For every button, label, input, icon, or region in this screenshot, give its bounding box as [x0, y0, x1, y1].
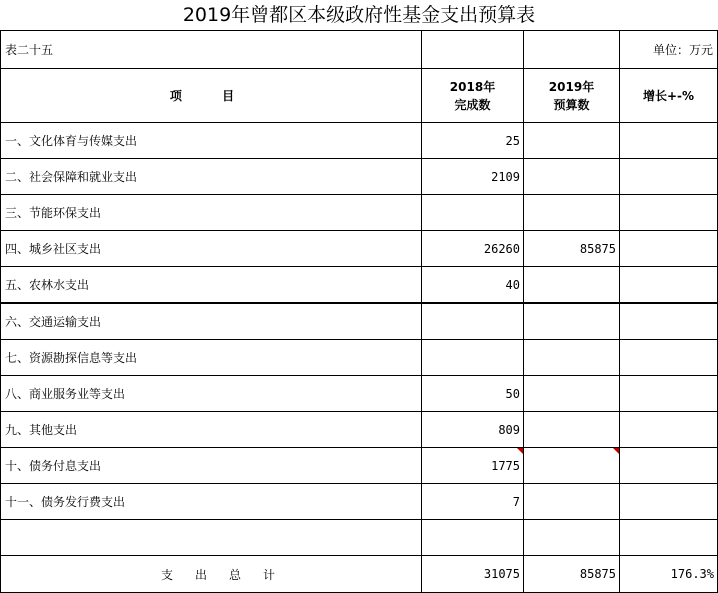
value-2019[interactable]: [524, 159, 620, 195]
table-row: [1, 303, 718, 340]
value-2019[interactable]: [524, 195, 620, 231]
table-row: [1, 484, 718, 520]
header-2018[interactable]: [422, 69, 524, 123]
header-2019-year: 2019年: [548, 79, 595, 94]
table-row: [1, 195, 718, 231]
value-2018[interactable]: [422, 195, 524, 231]
value-growth[interactable]: [620, 340, 718, 376]
value-2018[interactable]: [422, 448, 524, 484]
table-row: [1, 376, 718, 412]
table-number[interactable]: 表二十五: [1, 31, 422, 69]
total-row: [1, 556, 718, 593]
row-label[interactable]: 八、商业服务业等支出: [1, 376, 422, 412]
meta-cell[interactable]: [524, 31, 620, 69]
budget-table: [0, 30, 718, 593]
value-growth[interactable]: [620, 231, 718, 267]
row-label[interactable]: 十一、债务发行费支出: [1, 484, 422, 520]
row-label[interactable]: 三、节能环保支出: [1, 195, 422, 231]
comment-marker-icon[interactable]: [517, 448, 523, 454]
header-2019-desc: 预算数: [553, 97, 590, 112]
value-2018[interactable]: 809: [422, 412, 524, 448]
total-growth[interactable]: 176.3%: [620, 556, 718, 593]
value-2018[interactable]: 40: [422, 267, 524, 304]
value-2019[interactable]: [524, 448, 620, 484]
table-row: [1, 267, 718, 304]
value-2018[interactable]: [422, 340, 524, 376]
row-label[interactable]: 十、债务付息支出: [1, 448, 422, 484]
total-label[interactable]: 支出总计: [1, 556, 422, 593]
value-growth[interactable]: [620, 159, 718, 195]
value-2018[interactable]: 50: [422, 376, 524, 412]
table-row: [1, 448, 718, 484]
row-label[interactable]: 六、交通运输支出: [1, 303, 422, 340]
comment-marker-icon[interactable]: [613, 448, 619, 454]
table-title: 2019年曾都区本级政府性基金支出预算表: [182, 4, 536, 26]
table-row: [1, 159, 718, 195]
value-2019[interactable]: 85875: [524, 231, 620, 267]
header-item[interactable]: 项 目: [1, 69, 422, 123]
value-2019[interactable]: [524, 520, 620, 556]
value-growth[interactable]: [620, 412, 718, 448]
row-label[interactable]: 五、农林水支出: [1, 267, 422, 304]
total-2019[interactable]: 85875: [524, 556, 620, 593]
meta-cell[interactable]: [422, 31, 524, 69]
value-2019[interactable]: [524, 376, 620, 412]
header-2019[interactable]: [524, 69, 620, 123]
value-growth[interactable]: [620, 448, 718, 484]
header-row: [1, 69, 718, 123]
table-row: [1, 123, 718, 159]
value-growth[interactable]: [620, 520, 718, 556]
table-row: [1, 520, 718, 556]
meta-row: [1, 31, 718, 69]
row-label[interactable]: 一、文化体育与传媒支出: [1, 123, 422, 159]
value-growth[interactable]: [620, 376, 718, 412]
row-label[interactable]: 九、其他支出: [1, 412, 422, 448]
table-row: [1, 340, 718, 376]
value-2019[interactable]: [524, 267, 620, 304]
value-growth[interactable]: [620, 123, 718, 159]
value-2019[interactable]: [524, 123, 620, 159]
value-2018[interactable]: 26260: [422, 231, 524, 267]
header-2018-year: 2018年: [449, 79, 496, 94]
row-label[interactable]: 四、城乡社区支出: [1, 231, 422, 267]
value-2019[interactable]: [524, 340, 620, 376]
value-2019[interactable]: [524, 303, 620, 340]
value-growth[interactable]: [620, 303, 718, 340]
value-2018[interactable]: 7: [422, 484, 524, 520]
value-growth[interactable]: [620, 484, 718, 520]
header-growth[interactable]: 增长+-%: [620, 69, 718, 123]
value-2019[interactable]: [524, 484, 620, 520]
unit-label[interactable]: 单位：万元: [620, 31, 718, 69]
value-2019[interactable]: [524, 412, 620, 448]
value-growth[interactable]: [620, 195, 718, 231]
value-2018[interactable]: 2109: [422, 159, 524, 195]
value-2018[interactable]: [422, 303, 524, 340]
row-label[interactable]: 七、资源勘探信息等支出: [1, 340, 422, 376]
value-2018[interactable]: 25: [422, 123, 524, 159]
total-2018[interactable]: 31075: [422, 556, 524, 593]
value-growth[interactable]: [620, 267, 718, 304]
table-row: [1, 231, 718, 267]
header-2018-desc: 完成数: [454, 97, 491, 112]
value-2018[interactable]: [422, 520, 524, 556]
row-label[interactable]: 二、社会保障和就业支出: [1, 159, 422, 195]
row-label[interactable]: [1, 520, 422, 556]
value-2018-text: 1775: [491, 458, 520, 473]
table-row: [1, 412, 718, 448]
